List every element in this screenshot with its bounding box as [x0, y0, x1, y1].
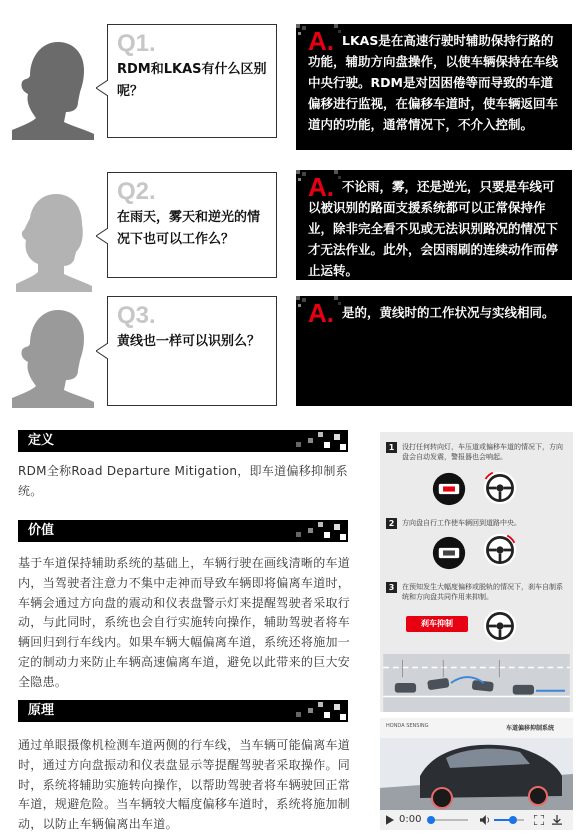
section-title: 价值 [28, 523, 55, 538]
step-text: 方向盘自行工作使车辆回到道路中央。 [402, 519, 521, 527]
step-number: 1 [386, 442, 397, 453]
step-text: 在预知发生大幅度偏移或脱轨的情况下，刹车自制系统和方向盘共同作用来抑制。 [402, 583, 563, 601]
step-number: 2 [386, 518, 397, 529]
male-silhouette-icon [12, 38, 94, 140]
diagram-step-1 [386, 442, 568, 462]
video-controls [380, 810, 573, 830]
answer-text: LKAS是在高速行驶时辅助保持行路的功能，辅助方向盘操作，以使车辆保持在车线中央行驶。RDM是对因困倦等而导致的车道偏移进行监视，在偏移车道时，使车辆返回车道内的功能，通常情况下，不介入控制。 [308, 33, 559, 132]
video-brand: HONDA SENSING [386, 723, 429, 729]
step-number: 3 [386, 582, 397, 593]
section-header-principle [18, 700, 348, 722]
question-box [107, 172, 277, 278]
answer-box [296, 296, 572, 406]
steering-wheel-icon [482, 470, 518, 506]
speech-pointer-icon [96, 80, 108, 96]
video-time: 0:00 [399, 814, 422, 825]
diagram-step-2 [386, 518, 568, 528]
speech-pointer-icon [96, 228, 108, 244]
road-departure-illustration [380, 654, 573, 712]
warning-display-icon [432, 472, 466, 506]
question-box [107, 24, 277, 138]
steering-wheel-icon [482, 608, 518, 644]
volume-icon[interactable] [480, 815, 490, 825]
pixel-pattern-icon [288, 700, 348, 722]
section-body-value: 基于车道保持辅助系统的基础上，车辆行驶在画线清晰的车道内，当驾驶者注意力不集中走神而导致车辆即将偏离车道时，车辆会通过方向盘的震动和仪表盘警示灯来提醒驾驶者采取行动，与此同时，系统也会自行实施转向操作，辅助驾驶者将车辆回归到行车线内。如果车辆大幅偏离车道，系统还将施加一定的制动力来防止车辆高速偏离车道，避免以此带来的巨大安全隐患。 [18, 556, 351, 689]
question-text: 黄线也一样可以识别么？ [117, 334, 261, 349]
volume-slider[interactable] [494, 819, 524, 821]
fullscreen-icon[interactable] [534, 815, 544, 825]
section-title: 定义 [28, 433, 55, 448]
section-title: 原理 [28, 703, 55, 718]
answer-text: 是的，黄线时的工作状况与实线相同。 [342, 305, 555, 320]
video-caption: 车道偏移抑制系统 [506, 725, 555, 732]
question-box [107, 296, 277, 406]
rdm-diagram [380, 432, 573, 712]
play-icon[interactable] [386, 815, 394, 825]
answer-letter: A. [308, 26, 334, 56]
volume-handle[interactable] [509, 816, 517, 824]
diagram-step-3 [386, 582, 568, 602]
download-icon[interactable] [552, 815, 562, 825]
question-text: RDM和LKAS有什么区别呢？ [117, 62, 267, 99]
question-text: 在雨天，雾天和逆光的情况下也可以工作么？ [117, 210, 261, 247]
qa-row-3 [0, 290, 585, 410]
step-text: 没打任何转向灯，车压道或偏移车道的情况下，方向盘会自动发震，警报器也会响起。 [402, 443, 563, 461]
answer-text: 不论雨，雾，还是逆光，只要是车线可以被识别的路面支援系统都可以正常保持作业，除非完全看不见或无法识别路况的情况下才无法作业。此外，会因雨刷的连续动作而停止运转。 [308, 179, 559, 278]
male-silhouette-icon [12, 306, 94, 408]
answer-box [296, 24, 572, 150]
section-body-definition: RDM全称Road Departure Mitigation，即车道偏移抑制系统。 [18, 464, 348, 498]
speech-pointer-icon [96, 343, 108, 359]
progress-bar[interactable] [430, 819, 468, 821]
warning-display-icon [432, 536, 466, 570]
section-body-principle: 通过单眼摄像机检测车道两侧的行车线，当车辆可能偏离车道时，通过方向盘振动和仪表盘显示等提醒驾驶者采取操作。同时，系统将辅助实施转向操作，以帮助驾驶者将车辆驶回正常车道，规避危险。当车辆较大幅度偏移车道时，系统将施加制动，以防止车辆偏离出车道。 [18, 738, 351, 832]
progress-handle[interactable] [427, 816, 435, 824]
female-silhouette-icon [12, 190, 94, 292]
steering-wheel-icon [482, 532, 518, 568]
video-player[interactable] [380, 718, 573, 830]
answer-letter: A. [308, 298, 334, 328]
section-header-definition [18, 430, 348, 452]
pixel-pattern-icon [288, 520, 348, 542]
qa-row-2 [0, 160, 585, 290]
question-number: Q3. [117, 302, 156, 329]
question-number: Q1. [117, 30, 156, 57]
brake-suppression-badge: 刹车抑制 [406, 616, 468, 632]
pixel-pattern-icon [288, 430, 348, 452]
question-number: Q2. [117, 178, 156, 205]
section-header-value [18, 520, 348, 542]
answer-box [296, 170, 572, 280]
answer-letter: A. [308, 172, 334, 202]
qa-row-1 [0, 0, 585, 160]
